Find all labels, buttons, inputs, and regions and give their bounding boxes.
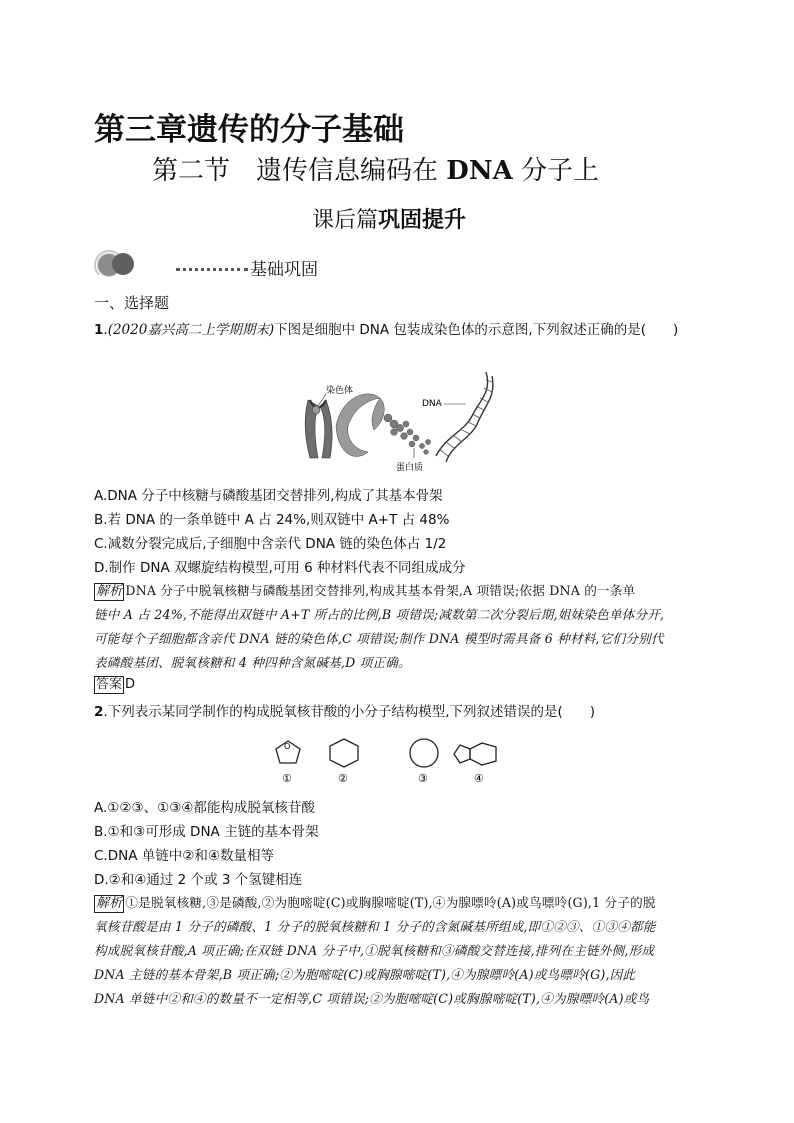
protein-label: 蛋白质 xyxy=(396,463,424,473)
question-1-source: .(2020嘉兴高二上学期期末) xyxy=(103,322,275,338)
dotted-divider xyxy=(176,256,248,271)
question-1-option-c: C.减数分裂完成后,子细胞中含亲代 DNA 链的染色体占 1/2 xyxy=(94,536,447,552)
section-name-post: 分子上 xyxy=(512,156,600,186)
circle-shape xyxy=(410,739,438,767)
section-name-dna: DNA xyxy=(446,156,513,186)
chromosome-label: 染色体 xyxy=(326,386,354,396)
section-name xyxy=(256,156,599,186)
question-2-explanation-line-5: DNA 单链中②和④的数量不一定相等,C 项错误;②为胞嘧啶(C)或胸腺嘧啶(T),④为腺嘌呤(A)或鸟 xyxy=(94,991,650,1006)
hexagon-shape xyxy=(330,739,358,767)
question-1-explanation-line-3: 可能每个子细胞都含亲代 DNA 链的染色体,C 项错误;制作 DNA 模型时需具备 6 种材料,它们分别代 xyxy=(94,631,664,646)
question-2-explanation-line-4: DNA 主链的基本骨架,B 项正确;②为胞嘧啶(C)或胸腺嘧啶(T),④为腺嘌呤(A)或鸟嘌呤(G),因此 xyxy=(94,967,636,982)
question-1-text: 下图是细胞中 DNA 包装成染色体的示意图,下列叙述正确的是( ) xyxy=(274,322,679,338)
question-1-explanation-line-4: 表磷酸基团、脱氧核糖和 4 种四种含氮碱基,D 项正确。 xyxy=(94,655,411,670)
shape-label-4: ④ xyxy=(474,772,484,785)
shape-label-3: ③ xyxy=(418,772,428,785)
question-2-option-a: A.①②③、①③④都能构成脱氧核苷酸 xyxy=(94,800,315,816)
question-2-option-c: C.DNA 单链中②和④数量相等 xyxy=(94,848,274,864)
question-2-explanation-line-3: 构成脱氧核苷酸,A 项正确;在双链 DNA 分子中,①脱氧核糖和③磷酸交替连接,排列在主链外侧,形成 xyxy=(94,943,655,958)
explanation-tag: 解析 xyxy=(96,584,123,599)
explanation-tag-2: 解析 xyxy=(96,896,123,911)
dna-label: DNA xyxy=(422,399,442,409)
question-2-explanation-line-2: 氧核苷酸是由 1 分子的磷酸、1 分子的脱氧核糖和 1 分子的含氮碱基所组成,即①②③、①③④都能 xyxy=(94,919,656,934)
section-badge-icon xyxy=(94,250,144,280)
question-1-option-b: B.若 DNA 的一条单链中 A 占 24%,则双链中 A+T 占 48% xyxy=(94,512,450,528)
question-1-stem xyxy=(94,318,678,338)
basic-consolidation-label: 基础巩固 xyxy=(250,260,318,280)
shape-label-2: ② xyxy=(338,772,348,785)
question-1-explanation-line-1: 解析 DNA 分子中脱氧核糖与磷酸基团交替排列,构成其基本骨架,A 项错误;依据 DNA 的一条单 xyxy=(96,583,636,599)
section-name-pre: 遗传信息编码在 xyxy=(256,156,447,186)
question-2-option-b: B.①和③可形成 DNA 主链的基本骨架 xyxy=(94,824,319,840)
answer-value: D xyxy=(125,677,136,692)
molecule-shapes-figure xyxy=(264,735,516,785)
shape-label-1: ① xyxy=(282,772,292,785)
question-2-option-d: D.②和④通过 2 个或 3 个氢键相连 xyxy=(94,872,303,888)
question-1-explanation-line-2: 链中 A 占 24%,不能得出双链中 A+T 所占的比例,B 项错误;减数第二次分裂后期,姐妹染色单体分开, xyxy=(94,607,665,622)
question-1-answer xyxy=(94,676,135,694)
question-1-number: 1 xyxy=(94,322,104,338)
question-2-stem xyxy=(94,700,595,720)
subtitle-plain: 课后篇 xyxy=(312,208,379,233)
chapter-title: 第三章遗传的分子基础 xyxy=(94,112,404,148)
answer-tag: 答案 xyxy=(96,677,123,692)
section-number: 第二节 xyxy=(152,156,231,186)
question-2-number: 2 xyxy=(94,704,104,720)
question-2-explanation-line-1: 解析 ①是脱氧核糖,③是磷酸,②为胞嘧啶(C)或胸腺嘧啶(T),④为腺嘌呤(A)或鸟嘌呤(G),1 分子的脱 xyxy=(96,895,656,911)
svg-text:O: O xyxy=(284,742,291,751)
purine-shape xyxy=(470,743,496,765)
subtitle-bold: 巩固提升 xyxy=(378,208,467,233)
section-title xyxy=(152,150,599,187)
question-2-text: .下列表示某同学制作的构成脱氧核苷酸的小分子结构模型,下列叙述错误的是( ) xyxy=(103,704,596,720)
part-heading: 一、选择题 xyxy=(94,294,170,312)
dna-packaging-figure xyxy=(296,366,500,476)
question-1-option-a: A.DNA 分子中核糖与磷酸基团交替排列,构成了其基本骨架 xyxy=(94,488,443,504)
question-1-option-d: D.制作 DNA 双螺旋结构模型,可用 6 种材料代表不同组成成分 xyxy=(94,560,466,576)
subtitle xyxy=(312,203,466,234)
